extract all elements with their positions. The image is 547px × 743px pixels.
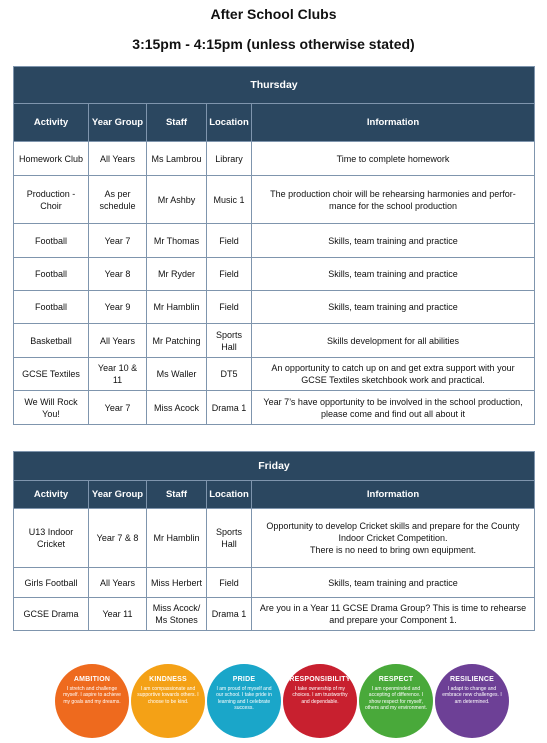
staff-cell: Miss Herbert bbox=[147, 568, 207, 598]
year-group-cell: Year 11 bbox=[89, 598, 147, 631]
information-cell: Year 7’s have opportunity to be involved in the school production, please come and find out all about it bbox=[252, 391, 535, 425]
staff-cell: Miss Acock/ Ms Stones bbox=[147, 598, 207, 631]
information-cell: Skills, team training and practice bbox=[252, 291, 535, 324]
table-row bbox=[14, 324, 535, 358]
page-title: After School Clubs bbox=[210, 6, 337, 22]
thursday-table bbox=[13, 66, 535, 425]
year-group-cell: Year 8 bbox=[89, 258, 147, 291]
year-group-cell: All Years bbox=[89, 568, 147, 598]
activity-cell: GCSE Drama bbox=[14, 598, 89, 631]
value-description: I take ownership of my choices. I am trustworthy and dependable. bbox=[292, 686, 348, 705]
staff-cell: Miss Acock bbox=[147, 391, 207, 425]
location-cell: Field bbox=[207, 291, 252, 324]
activity-cell: GCSE Textiles bbox=[14, 358, 89, 391]
col-staff: Staff bbox=[147, 481, 207, 509]
activity-cell: Basketball bbox=[14, 324, 89, 358]
value-circle-respect bbox=[359, 664, 433, 738]
value-description: I am compassionate and supportive towards others. I choose to be kind. bbox=[137, 686, 199, 705]
location-cell: DT5 bbox=[207, 358, 252, 391]
activity-cell: U13 Indoor Cricket bbox=[14, 509, 89, 568]
col-activity: Activity bbox=[14, 104, 89, 142]
year-group-cell: Year 7 bbox=[89, 391, 147, 425]
col-location: Location bbox=[207, 481, 252, 509]
location-cell: Field bbox=[207, 258, 252, 291]
location-cell: Field bbox=[207, 568, 252, 598]
year-group-cell: As per schedule bbox=[89, 176, 147, 224]
value-description: I adapt to change and embrace new challenges. I am determined. bbox=[442, 686, 502, 705]
table-row bbox=[14, 291, 535, 324]
value-circle-responsibility bbox=[283, 664, 357, 738]
activity-cell: We Will Rock You! bbox=[14, 391, 89, 425]
col-year-group: Year Group bbox=[89, 481, 147, 509]
activity-cell: Production - Choir bbox=[14, 176, 89, 224]
table-row bbox=[14, 598, 535, 631]
staff-cell: Mr Ashby bbox=[147, 176, 207, 224]
activity-cell: Homework Club bbox=[14, 142, 89, 176]
value-title: RESILIENCE bbox=[449, 676, 494, 683]
information-cell: An opportunity to catch up on and get extra support with your GCSE Textiles sketchbook work and practical. bbox=[252, 358, 535, 391]
staff-cell: Ms Lambrou bbox=[147, 142, 207, 176]
day-heading: Thursday bbox=[14, 67, 535, 104]
col-information: Information bbox=[252, 481, 535, 509]
information-cell: Skills, team training and practice bbox=[252, 568, 535, 598]
table-row bbox=[14, 176, 535, 224]
information-cell: Are you in a Year 11 GCSE Drama Group? This is time to rehearse and prepare your Component 1. bbox=[252, 598, 535, 631]
value-circle-resilience bbox=[435, 664, 509, 738]
location-cell: Drama 1 bbox=[207, 391, 252, 425]
information-cell: Skills, team training and practice bbox=[252, 258, 535, 291]
friday-table bbox=[13, 451, 535, 631]
value-title: AMBITION bbox=[73, 676, 111, 683]
col-activity: Activity bbox=[14, 481, 89, 509]
col-year-group: Year Group bbox=[89, 104, 147, 142]
staff-cell: Mr Thomas bbox=[147, 224, 207, 258]
time-subtitle: 3:15pm - 4:15pm (unless otherwise stated) bbox=[132, 36, 415, 52]
col-staff: Staff bbox=[147, 104, 207, 142]
year-group-cell: Year 9 bbox=[89, 291, 147, 324]
location-cell: Sports Hall bbox=[207, 509, 252, 568]
year-group-cell: All Years bbox=[89, 142, 147, 176]
location-cell: Library bbox=[207, 142, 252, 176]
value-description: I am openminded and accepting of difference. I show respect for myself, others and my environment. bbox=[365, 686, 427, 712]
information-cell: Skills, team training and practice bbox=[252, 224, 535, 258]
year-group-cell: All Years bbox=[89, 324, 147, 358]
value-title: KINDNESS bbox=[149, 676, 187, 683]
value-circle-kindness bbox=[131, 664, 205, 738]
year-group-cell: Year 7 bbox=[89, 224, 147, 258]
table-row bbox=[14, 142, 535, 176]
value-title: PRIDE bbox=[232, 676, 256, 683]
table-row bbox=[14, 224, 535, 258]
table-row bbox=[14, 509, 535, 568]
activity-cell: Football bbox=[14, 258, 89, 291]
table-row bbox=[14, 258, 535, 291]
col-information: Information bbox=[252, 104, 535, 142]
activity-cell: Football bbox=[14, 291, 89, 324]
table-row bbox=[14, 391, 535, 425]
value-circle-pride bbox=[207, 664, 281, 738]
information-cell: Skills development for all abilities bbox=[252, 324, 535, 358]
staff-cell: Mr Hamblin bbox=[147, 291, 207, 324]
value-title: RESPECT bbox=[378, 676, 414, 683]
staff-cell: Mr Patching bbox=[147, 324, 207, 358]
information-cell: The production choir will be rehearsing harmonies and perfor- mance for the school production bbox=[252, 176, 535, 224]
value-description: I stretch and challenge myself. I aspire to achieve my goals and my dreams. bbox=[63, 686, 121, 705]
table-row bbox=[14, 358, 535, 391]
staff-cell: Mr Hamblin bbox=[147, 509, 207, 568]
information-cell: Time to complete homework bbox=[252, 142, 535, 176]
table-row bbox=[14, 568, 535, 598]
location-cell: Field bbox=[207, 224, 252, 258]
information-cell: Opportunity to develop Cricket skills and prepare for the County Indoor Cricket Competition. There is no need to bring own equipment. bbox=[252, 509, 535, 568]
col-location: Location bbox=[207, 104, 252, 142]
value-title: RESPONSIBILITY bbox=[289, 676, 351, 683]
value-description: I am proud of myself and our school. I take pride in learning and I celebrate success. bbox=[216, 686, 272, 712]
activity-cell: Girls Football bbox=[14, 568, 89, 598]
staff-cell: Mr Ryder bbox=[147, 258, 207, 291]
year-group-cell: Year 10 & 11 bbox=[89, 358, 147, 391]
day-heading: Friday bbox=[14, 452, 535, 481]
year-group-cell: Year 7 & 8 bbox=[89, 509, 147, 568]
location-cell: Music 1 bbox=[207, 176, 252, 224]
location-cell: Sports Hall bbox=[207, 324, 252, 358]
location-cell: Drama 1 bbox=[207, 598, 252, 631]
school-values bbox=[0, 648, 547, 743]
value-circle-ambition bbox=[55, 664, 129, 738]
staff-cell: Ms Waller bbox=[147, 358, 207, 391]
activity-cell: Football bbox=[14, 224, 89, 258]
